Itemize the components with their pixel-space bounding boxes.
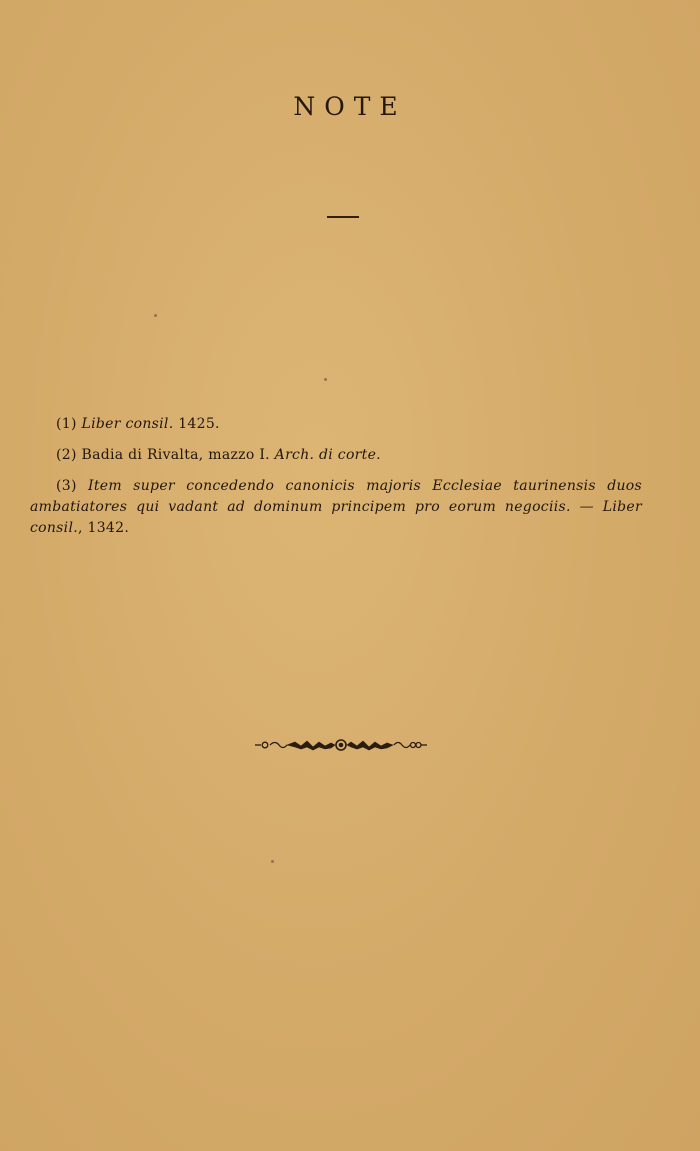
title-rule: [327, 216, 359, 218]
footnote-text: Badia di Rivalta, mazzo I.: [76, 447, 275, 463]
footnotes: [30, 414, 642, 539]
footnote-number: (3): [56, 478, 77, 494]
paper-speck: [154, 314, 157, 317]
footnote-citation: Arch. di corte.: [274, 447, 381, 463]
footnote-text: , 1342.: [77, 520, 130, 536]
paper-speck: [271, 860, 274, 863]
footnote-number: (1): [56, 416, 77, 432]
footnote-1: [30, 414, 642, 435]
footnote-3: [30, 476, 642, 539]
footnote-number: (2): [56, 447, 77, 463]
footnote-citation: Liber consil.: [81, 416, 174, 432]
footnote-2: [30, 445, 642, 466]
paper-speck: [324, 378, 327, 381]
footnote-citation: Item super concedendo canonicis majoris Ecclesiae taurinensis duos ambatiatores qui vadant ad dominum principem pro eorum negociis. — Liber consil.: [30, 478, 642, 536]
ornament-divider: [255, 737, 427, 753]
footnote-text: 1425.: [173, 416, 220, 432]
page-title: NOTE: [293, 92, 407, 121]
